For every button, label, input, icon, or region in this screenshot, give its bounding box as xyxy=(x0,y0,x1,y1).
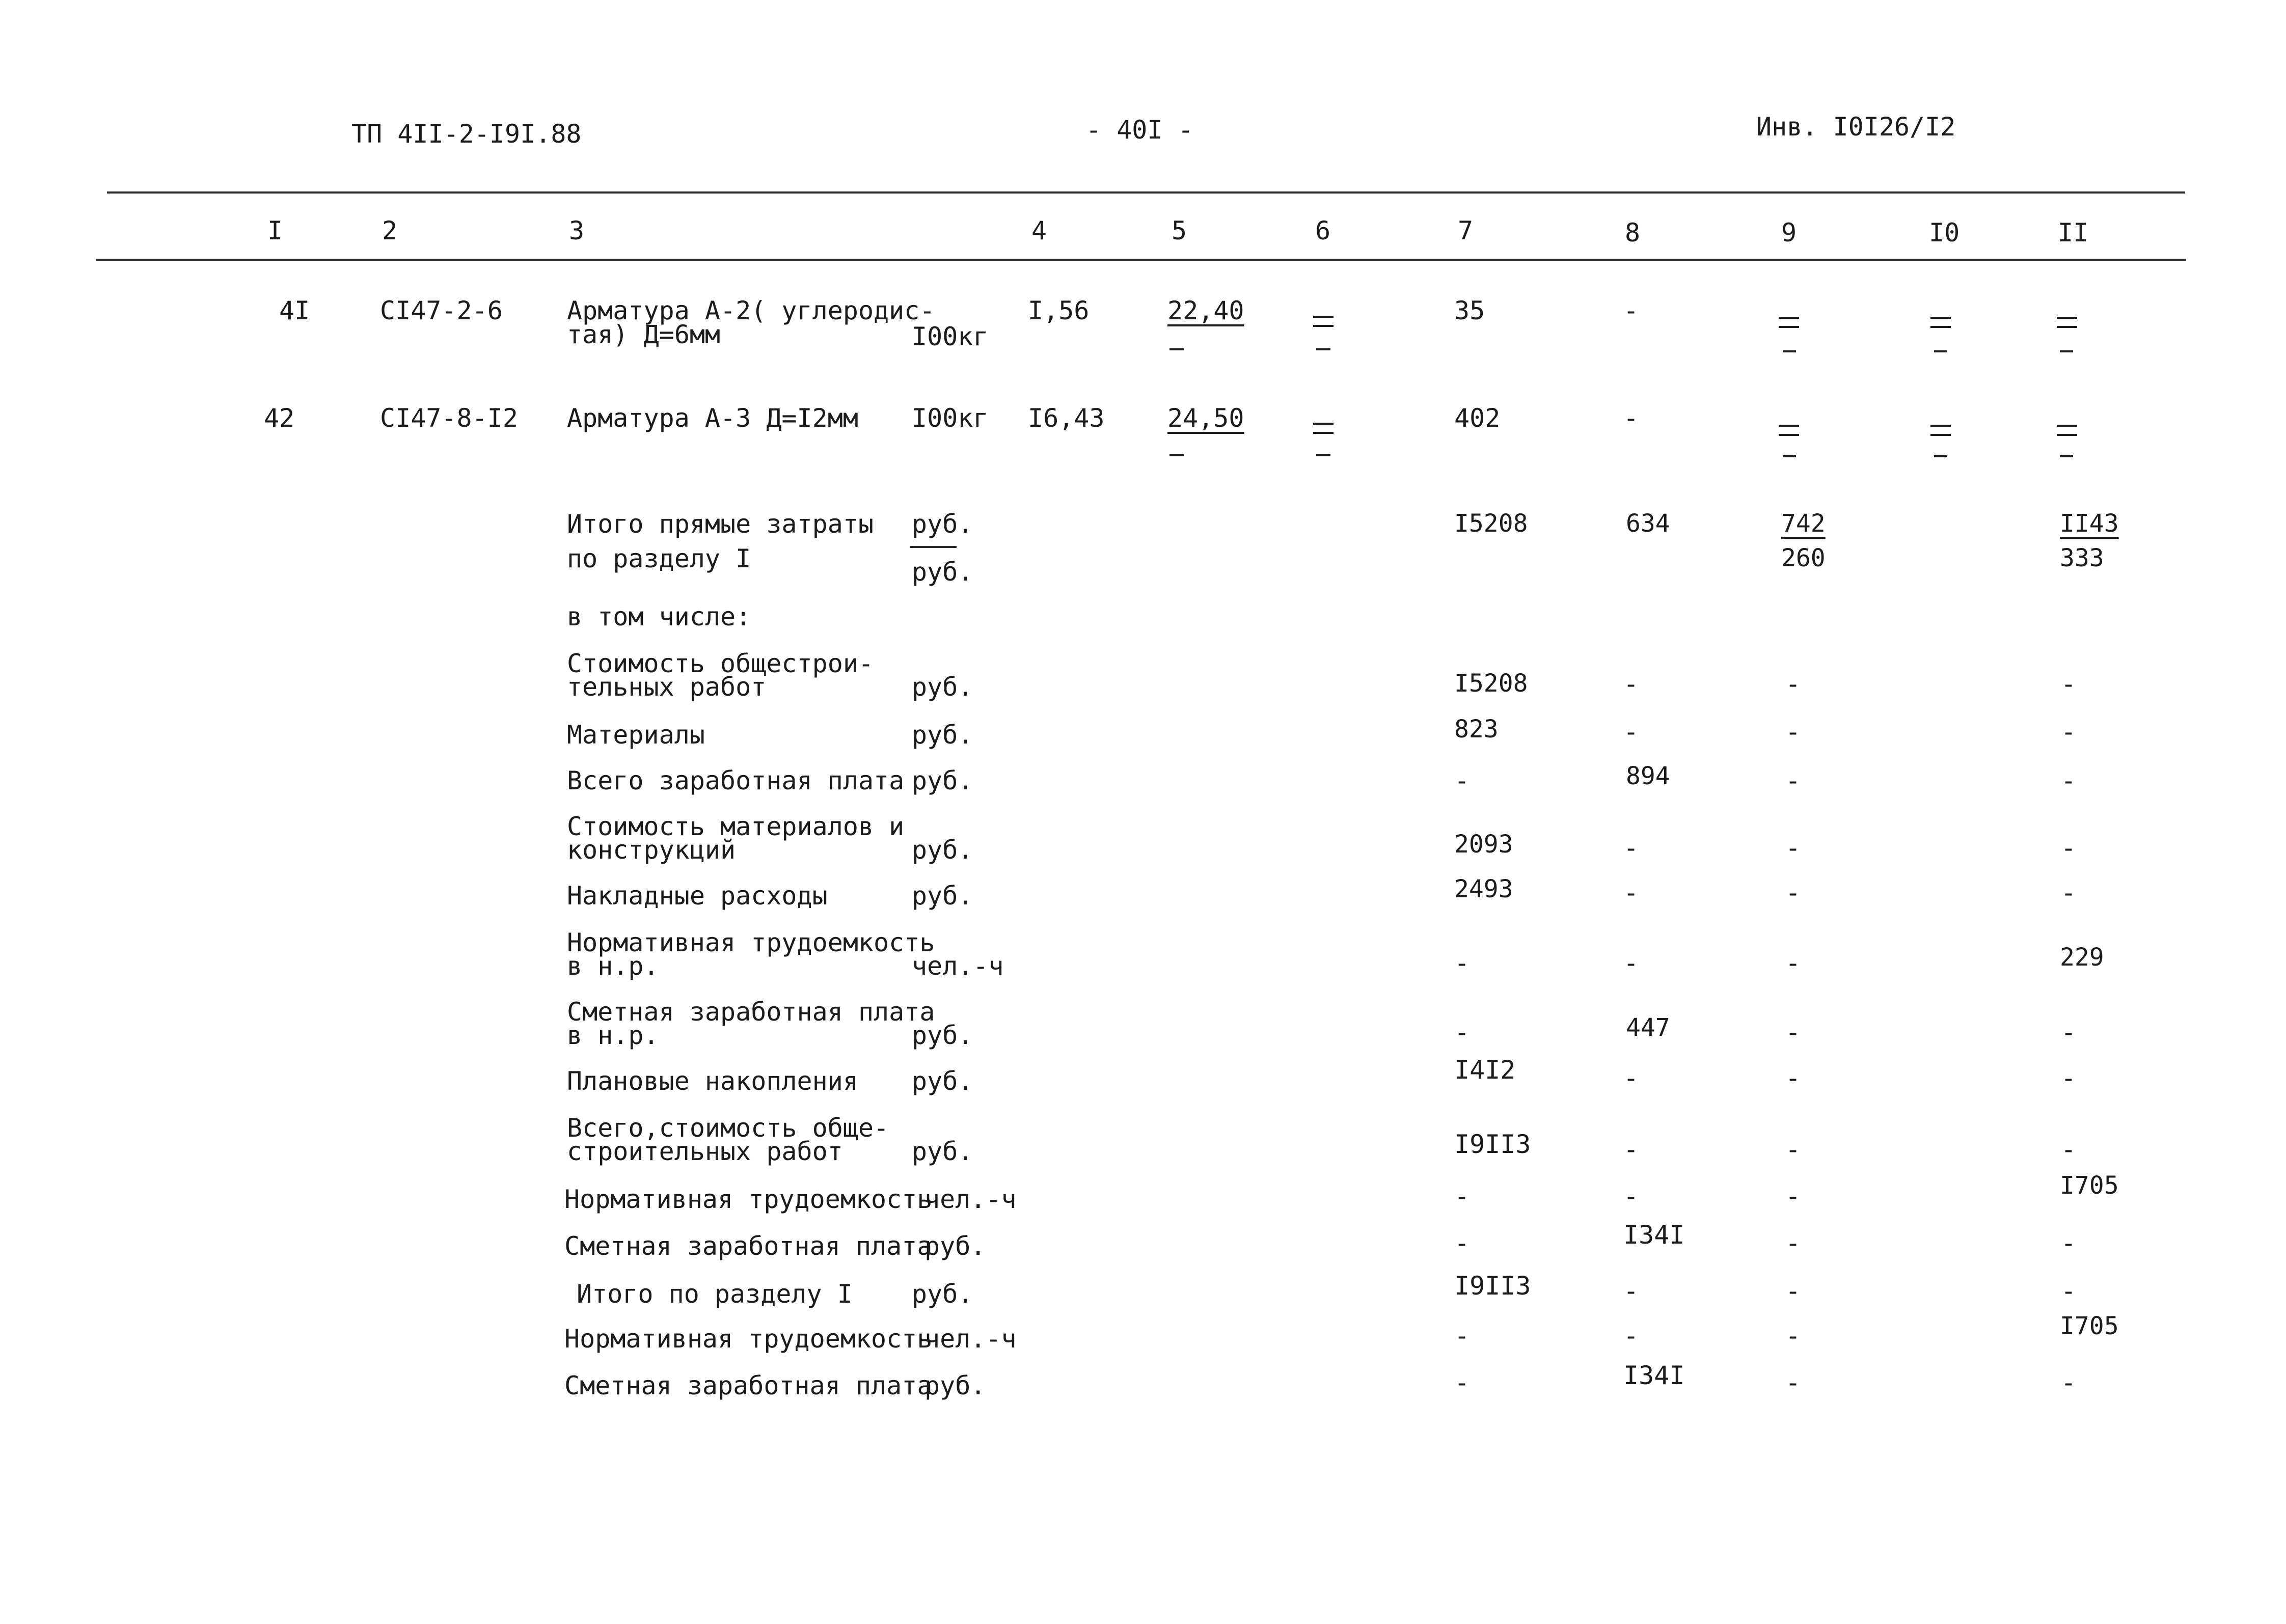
line-label: Плановые накопления xyxy=(567,1066,858,1096)
line-col9: - xyxy=(1785,1368,1801,1397)
dash-fraction xyxy=(1313,312,1334,332)
summary-col7: I5208 xyxy=(1454,509,1528,538)
line-col7: - xyxy=(1454,948,1470,978)
column-number: I xyxy=(267,216,283,245)
line-col9: - xyxy=(1785,766,1801,795)
line-col7: I9II3 xyxy=(1454,1130,1531,1159)
row-name-line2: тая) Д=6мм xyxy=(567,320,721,349)
line-col8: I34I xyxy=(1623,1220,1685,1250)
line-label: Стоимость общестрои- xyxy=(567,649,874,678)
line-col9: - xyxy=(1785,669,1801,699)
line-label: конструкций xyxy=(567,835,736,865)
column-number: 7 xyxy=(1458,216,1474,245)
row-quantity: I6,43 xyxy=(1028,403,1105,433)
dash xyxy=(2060,350,2073,352)
line-col11: - xyxy=(2061,1276,2077,1306)
dash xyxy=(1316,348,1330,350)
dash xyxy=(1783,350,1796,352)
row-code: СI47-2-6 xyxy=(380,296,503,325)
line-col11: - xyxy=(2061,833,2077,863)
line-col8: 894 xyxy=(1626,762,1670,790)
line-col7: - xyxy=(1454,1321,1470,1351)
line-col7: I4I2 xyxy=(1454,1055,1516,1085)
dash xyxy=(2060,455,2073,457)
dash xyxy=(1934,350,1947,352)
line-label: тельных работ xyxy=(567,672,767,702)
line-col9: - xyxy=(1785,1276,1801,1306)
row-name-line1: Арматура А-3 Д=I2мм xyxy=(567,403,858,433)
summary-col11-top: II43 xyxy=(2060,509,2119,538)
column-number: 8 xyxy=(1625,218,1641,247)
summary-unit: руб. xyxy=(912,509,973,539)
line-unit: руб. xyxy=(924,1371,986,1400)
line-col8: - xyxy=(1623,1063,1639,1093)
line-unit: руб. xyxy=(912,1021,973,1050)
column-number: 9 xyxy=(1781,218,1797,247)
line-col11: - xyxy=(2061,1017,2077,1047)
column-number: 3 xyxy=(569,216,585,245)
line-col7: - xyxy=(1454,1017,1470,1047)
row-number: 4I xyxy=(279,296,310,325)
line-label: Всего,стоимость обще- xyxy=(567,1113,889,1143)
line-col8: - xyxy=(1623,948,1639,978)
line-label: Нормативная трудоемкость xyxy=(567,928,935,957)
column-number: I0 xyxy=(1929,218,1960,247)
line-label: в н.р. xyxy=(567,1021,659,1050)
row-code: СI47-8-I2 xyxy=(380,403,518,433)
line-unit: руб. xyxy=(912,835,973,865)
row-unit: I00кг xyxy=(912,322,989,351)
line-col9: - xyxy=(1785,1063,1801,1093)
column-number: II xyxy=(2058,218,2089,247)
dash-fraction xyxy=(2057,421,2077,441)
line-unit: чел.-ч xyxy=(924,1185,1017,1214)
dash xyxy=(1783,455,1796,457)
dash-fraction xyxy=(1779,421,1799,441)
line-col9: - xyxy=(1785,1228,1801,1258)
line-unit: руб. xyxy=(912,881,973,911)
line-label: Итого по разделу I xyxy=(577,1279,853,1309)
line-label: Стоимость материалов и xyxy=(567,812,905,841)
line-col8: - xyxy=(1623,1135,1639,1164)
line-unit: руб. xyxy=(912,672,973,702)
line-col7: - xyxy=(1454,1181,1470,1211)
dash-fraction xyxy=(1930,313,1951,333)
line-col9: - xyxy=(1785,948,1801,978)
page-number: - 40I - xyxy=(1086,115,1193,145)
line-col11: - xyxy=(2061,878,2077,907)
dash-fraction xyxy=(2057,313,2077,333)
line-col11: I705 xyxy=(2060,1171,2119,1200)
summary-unit: руб. xyxy=(912,557,973,587)
line-col11: - xyxy=(2061,766,2077,795)
line-col9: - xyxy=(1785,1181,1801,1211)
line-unit: руб. xyxy=(912,1137,973,1166)
line-col9: - xyxy=(1785,1135,1801,1164)
dash xyxy=(1934,455,1947,457)
line-col9: - xyxy=(1785,717,1801,747)
dash-fraction xyxy=(1930,421,1951,441)
column-number: 2 xyxy=(382,216,398,245)
line-unit: руб. xyxy=(912,1279,973,1309)
inventory-number: Инв. I0I26/I2 xyxy=(1756,112,1956,142)
line-col11: - xyxy=(2061,1063,2077,1093)
row-number: 42 xyxy=(264,403,295,433)
line-col11: 229 xyxy=(2060,943,2104,972)
line-label: Накладные расходы xyxy=(567,881,828,911)
row-price: 24,50 xyxy=(1167,403,1244,433)
line-col11: - xyxy=(2061,1228,2077,1258)
line-col8: - xyxy=(1623,1181,1639,1211)
line-label: Всего заработная плата xyxy=(567,766,905,795)
line-col8: - xyxy=(1623,717,1639,747)
unit-rule xyxy=(910,546,957,548)
row-col8: - xyxy=(1623,403,1639,433)
line-col8: - xyxy=(1623,833,1639,863)
line-label: Нормативная трудоемкость xyxy=(564,1185,933,1214)
line-unit: чел.-ч xyxy=(912,951,1004,981)
line-col9: - xyxy=(1785,833,1801,863)
line-col11: - xyxy=(2061,1368,2077,1397)
line-col8: I34I xyxy=(1623,1361,1685,1390)
summary-col8: 634 xyxy=(1626,509,1670,538)
row-price: 22,40 xyxy=(1167,296,1244,325)
column-number: 6 xyxy=(1315,216,1331,245)
line-col7: - xyxy=(1454,1368,1470,1397)
summary-col9-top: 742 xyxy=(1781,509,1826,538)
row-name-line1: Арматура А-2( углеродис- xyxy=(567,296,935,325)
line-col11: I705 xyxy=(2060,1312,2119,1340)
line-col8: 447 xyxy=(1626,1013,1670,1042)
row-total: 35 xyxy=(1454,296,1485,325)
line-label: Материалы xyxy=(567,720,705,750)
line-col8: - xyxy=(1623,669,1639,699)
summary-col11-bottom: 333 xyxy=(2060,544,2104,572)
dash xyxy=(1169,348,1184,350)
line-col9: - xyxy=(1785,1321,1801,1351)
line-col7: - xyxy=(1454,1228,1470,1258)
line-col7: 2493 xyxy=(1454,875,1513,903)
row-col8: - xyxy=(1623,296,1639,325)
line-col11: - xyxy=(2061,1135,2077,1164)
dash xyxy=(1316,454,1330,456)
line-label: строительных работ xyxy=(567,1137,843,1166)
dash-fraction xyxy=(1779,313,1799,333)
dash xyxy=(1169,454,1184,456)
line-col9: - xyxy=(1785,1017,1801,1047)
column-number: 4 xyxy=(1031,216,1047,245)
line-label: Нормативная трудоемкость xyxy=(564,1324,933,1354)
line-unit: руб. xyxy=(924,1231,986,1261)
dash-fraction xyxy=(1313,419,1334,439)
line-col11: - xyxy=(2061,717,2077,747)
including-label: в том числе: xyxy=(567,602,751,631)
document-code: ТП 4II-2-I9I.88 xyxy=(351,119,582,149)
line-unit: руб. xyxy=(912,1066,973,1096)
summary-label: по разделу I xyxy=(567,544,751,573)
row-total: 402 xyxy=(1454,403,1501,433)
line-col9: - xyxy=(1785,878,1801,907)
line-col11: - xyxy=(2061,669,2077,699)
line-label: Сметная заработная плата xyxy=(564,1231,933,1261)
summary-col9-bottom: 260 xyxy=(1781,544,1826,572)
line-col8: - xyxy=(1623,1276,1639,1306)
header-rule-bottom xyxy=(96,259,2186,261)
column-number: 5 xyxy=(1172,216,1187,245)
line-label: Сметная заработная плата xyxy=(564,1371,933,1400)
line-col8: - xyxy=(1623,1321,1639,1351)
line-col7: 823 xyxy=(1454,715,1499,744)
line-unit: руб. xyxy=(912,766,973,795)
summary-label: Итого прямые затраты xyxy=(567,509,874,539)
line-col8: - xyxy=(1623,878,1639,907)
header-rule-top xyxy=(107,191,2185,194)
line-label: в н.р. xyxy=(567,951,659,981)
line-unit: руб. xyxy=(912,720,973,750)
line-col7: - xyxy=(1454,766,1470,795)
line-col7: I5208 xyxy=(1454,669,1528,698)
line-col7: 2093 xyxy=(1454,830,1513,859)
line-unit: чел.-ч xyxy=(924,1324,1017,1354)
row-quantity: I,56 xyxy=(1028,296,1090,325)
row-unit: I00кг xyxy=(912,403,989,433)
line-col7: I9II3 xyxy=(1454,1271,1531,1301)
line-label: Сметная заработная плата xyxy=(567,997,935,1027)
